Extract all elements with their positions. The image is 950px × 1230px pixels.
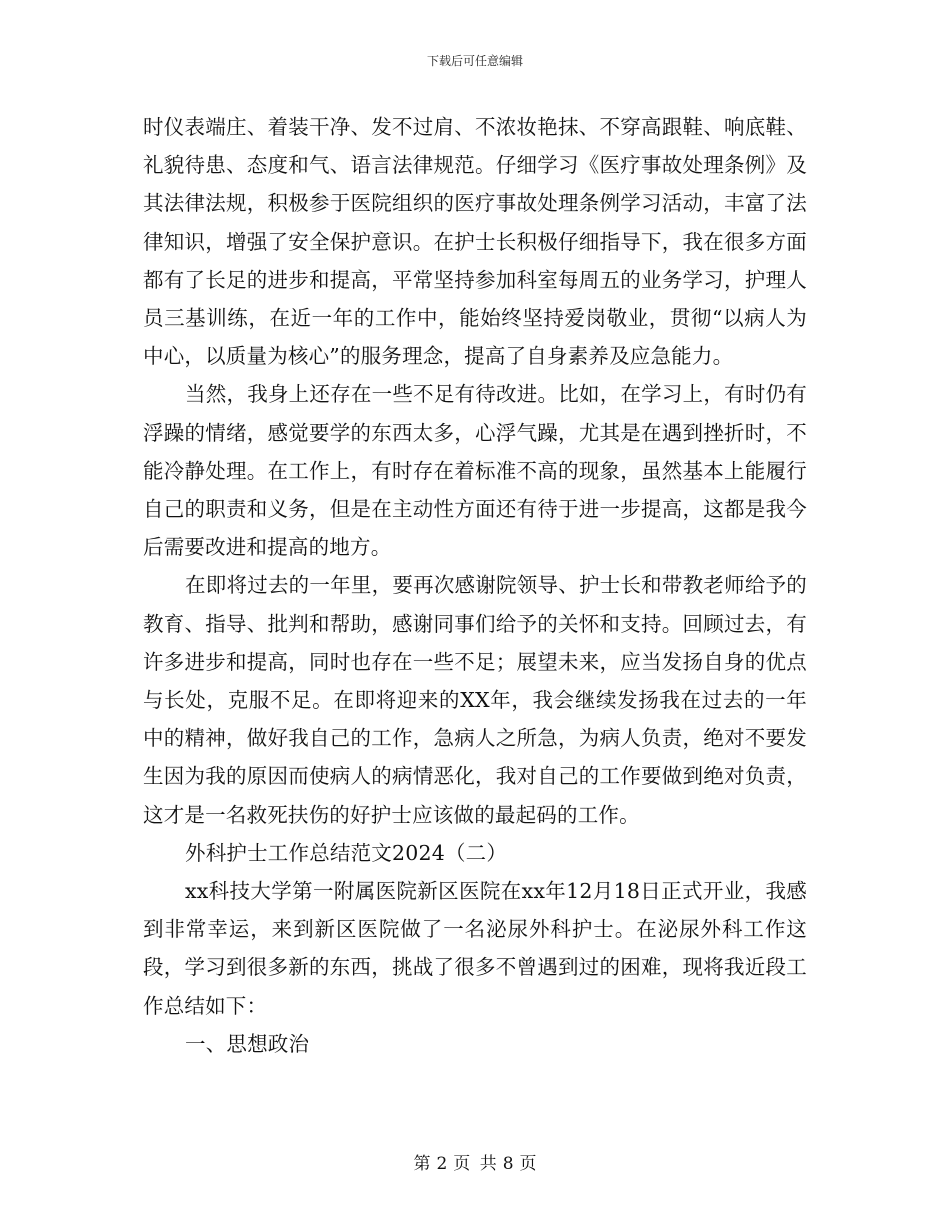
section-heading: 一、思想政治 <box>185 1031 310 1056</box>
footer-total-pages: 8 <box>502 1154 514 1174</box>
paragraph: 时仪表端庄、着装干净、发不过肩、不浓妆艳抹、不穿高跟鞋、响底鞋、礼貌待患、态度和气、语言法律规范。仔细学习《医疗事故处理条例》及其法律法规，积极参于医院组织的医疗事故处理条例学习活动，丰富了法律知识，增强了安全保护意识。在护士长积极仔细指导下，我在很多方面都有了长足的进步和提高，平常坚持参加科室每周五的业务学习，护理人员三基训练，在近一年的工作中，能始终坚持爱岗敬业，贯彻“以病人为中心，以质量为核心”的服务理念，提高了自身素养及应急能力。 <box>143 115 807 369</box>
footer-suffix: 页 <box>519 1154 537 1174</box>
page-header: 下载后可任意编辑 <box>426 54 523 68</box>
section-title: 外科护士工作总结范文2024（二） <box>185 840 508 865</box>
footer-middle: 页 共 <box>453 1154 497 1174</box>
document-body <box>143 108 807 1063</box>
page-footer <box>0 1153 950 1175</box>
paragraph: xx科技大学第一附属医院新区医院在xx年12月18日正式开业，我感到非常幸运，来到新区医院做了一名泌尿外科护士。在泌尿外科工作这段，学习到很多新的东西，挑战了很多不曾遇到过的困难，现将我近段工作总结如下： <box>143 879 807 1018</box>
footer-prefix: 第 <box>413 1154 431 1174</box>
paragraph: 在即将过去的一年里，要再次感谢院领导、护士长和带教老师给予的教育、指导、批判和帮助，感谢同事们给予的关怀和支持。回顾过去，有许多进步和提高，同时也存在一些不足；展望未来，应当发扬自身的优点与长处，克服不足。在即将迎来的XX年，我会继续发扬我在过去的一年中的精神，做好我自己的工作，急病人之所急，为病人负责，绝对不要发生因为我的原因而使病人的病情恶化，我对自己的工作要做到绝对负责，这才是一名救死扶伤的好护士应该做的最起码的工作。 <box>143 573 807 827</box>
footer-current-page: 2 <box>436 1154 448 1174</box>
paragraph: 当然，我身上还存在一些不足有待改进。比如，在学习上，有时仍有浮躁的情绪，感觉要学的东西太多，心浮气躁，尤其是在遇到挫折时，不能冷静处理。在工作上，有时存在着标准不高的现象，虽然基本上能履行自己的职责和义务，但是在主动性方面还有待于进一步提高，这都是我今后需要改进和提高的地方。 <box>143 382 807 560</box>
